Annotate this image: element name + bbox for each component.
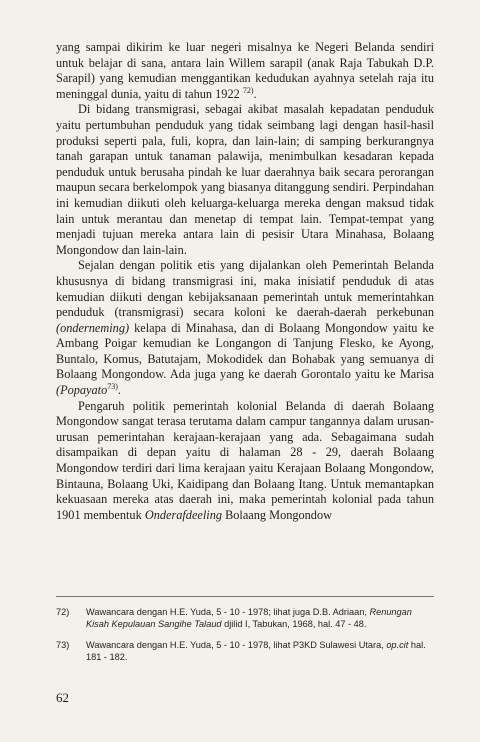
body-text — [56, 40, 434, 523]
italic-onderneming: (onderneming) — [56, 320, 130, 335]
footnote-number: 72) — [56, 607, 70, 617]
footnote-opcit: op.cit — [386, 640, 409, 650]
footnote-ref-73: 73) — [107, 381, 118, 391]
footnote-ref-72: 72) — [242, 85, 254, 95]
footnote-number: 73) — [56, 640, 70, 650]
paragraph-3-text-b: kelapa di Minahasa, dan di Bolaang Mongondow yaitu ke Ambang Poigar kemudian ke Longangon di Tanjung Flesko, ke Ayong, Buntalo, Komus, Batutajam, Mokodidek dan Bohabak yang semuanya di Bolaang Mongondow. Ada juga yang ke daerah Gorontalo yaitu ke Marisa — [56, 320, 434, 382]
italic-popayato: (Popayato — [56, 383, 108, 398]
paragraph-4 — [56, 399, 434, 524]
paragraph-1: yang sampai dikirim ke luar negeri misalnya ke Negeri Belanda sendiri untuk belajar di sana, antara lain Willem sarapil (anak Raja Tabukah D.P. Sarapil) yang kemudian menggantikan kedudukan ayahnya setelah raja itu meninggal dunia, yaitu di tahun 1922 $^{72)}$. — [56, 40, 434, 101]
paragraph-4-text-a: Pengaruh politik pemerintah kolonial Belanda di daerah Bolaang Mongondow sangat terasa terutama dalam campur tangannya dalam urusan-urusan pemerintahan kerajaan-kerajaan yang ada. Sebagaimana sudah disampaikan di depan yaitu di halaman 28 - 29, daerah Bolaang Mongondow terdiri dari lima kerajaan yaitu Kerajaan Bolaang Mongondow, Bintauna, Bolaang Uki, Kaidipang dan Bolaang Itang. Untuk memantapkan kekuasaan mereka atas daerah ini, maka pemerintah kolonial pada tahun 1901 membentuk — [56, 398, 434, 522]
footnote-divider — [56, 596, 434, 597]
footnote-title: Renungan Kisah Kepulauan Sangihe Talaud — [86, 607, 412, 629]
page-number: 62 — [56, 690, 69, 705]
footnote-text: Wawancara dengan H.E. Yuda, 5 - 10 - 1978, lihat P3KD Sulawesi Utara, op.cit hal. 181 - 182. — [86, 640, 426, 662]
footnotes — [56, 606, 434, 672]
footnote-text: Wawancara dengan H.E. Yuda, 5 - 10 - 1978; lihat juga D.B. Adriaan, Renungan Kisah Kepulauan Sangihe Talaud djilid I, Tabukan, 1968, hal. 47 - 48. — [86, 607, 412, 629]
paragraph-3-text-a: Sejalan dengan politik etis yang dijalankan oleh Pemerintah Belanda khususnya di bidang transmigrasi ini, maka inisiatif penduduk di atas kemudian diikuti dengan kebijaksanaan pemerintah untuk memerintahkan penduduk (transmigrasi) secara koloni ke daerah-daerah perkebunan — [56, 258, 434, 320]
paragraph-3: Sejalan dengan politik etis yang dijalankan oleh Pemerintah Belanda khususnya di bidang transmigrasi ini, maka inisiatif penduduk di atas kemudian diikuti dengan kebijaksanaan pemerintah untuk memerintahkan penduduk (transmigrasi) secara koloni ke daerah-daerah perkebunan (onderneming) kelapa di Minahasa, dan di Bolaang Mongondow yaitu ke Ambang Poigar kemudian ke Longangon di Tanjung Flesko, ke Ayong, Buntalo, Komus, Batutajam, Mokodidek dan Bohabak yang semuanya di Bolaang Mongondow. Ada juga yang ke daerah Gorontalo yaitu ke Marisa (Popayato$^{73)}$. — [56, 258, 434, 398]
paragraph-4-text-b: Bolaang Mongondow — [225, 507, 332, 522]
paragraph-2-text: Di bidang transmigrasi, sebagai akibat masalah kepadatan penduduk yaitu pertumbuhan penduduk yang tidak seimbang lagi dengan hasil-hasil produksi seperti pala, fuli, kopra, dan lain-lain; di samping berkurangnya tanah garapan untuk tanaman palawija, menimbulkan kesadaran kepada penduduk untuk berusaha pindah ke luar daerahnya baik secara perorangan maupun secara berkelompok yang biasanya ditanggung sendiri. Perpindahan ini kemudian diikuti oleh keluarga-keluarga mereka dengan maksud tidak lain untuk merantau dan menetap di tempat lain. Tempat-tempat yang menjadi tujuan mereka antara lain di pesisir Utara Minahasa, Bolaang Mongondow dan lain-lain. — [56, 102, 434, 257]
paragraph-2 — [56, 102, 434, 258]
paragraph-1-text: yang sampai dikirim ke luar negeri misalnya ke Negeri Belanda sendiri untuk belajar di sana, antara lain Willem sarapil (anak Raja Tabukah D.P. Sarapil) yang kemudian menggantikan kedudukan ayahnya setelah raja itu meninggal dunia, yaitu di tahun 1922 — [56, 40, 434, 101]
footnote-72 — [56, 606, 434, 630]
footnote-73 — [56, 639, 434, 663]
italic-onderafdeeling: Onderafdeeling — [144, 507, 222, 522]
